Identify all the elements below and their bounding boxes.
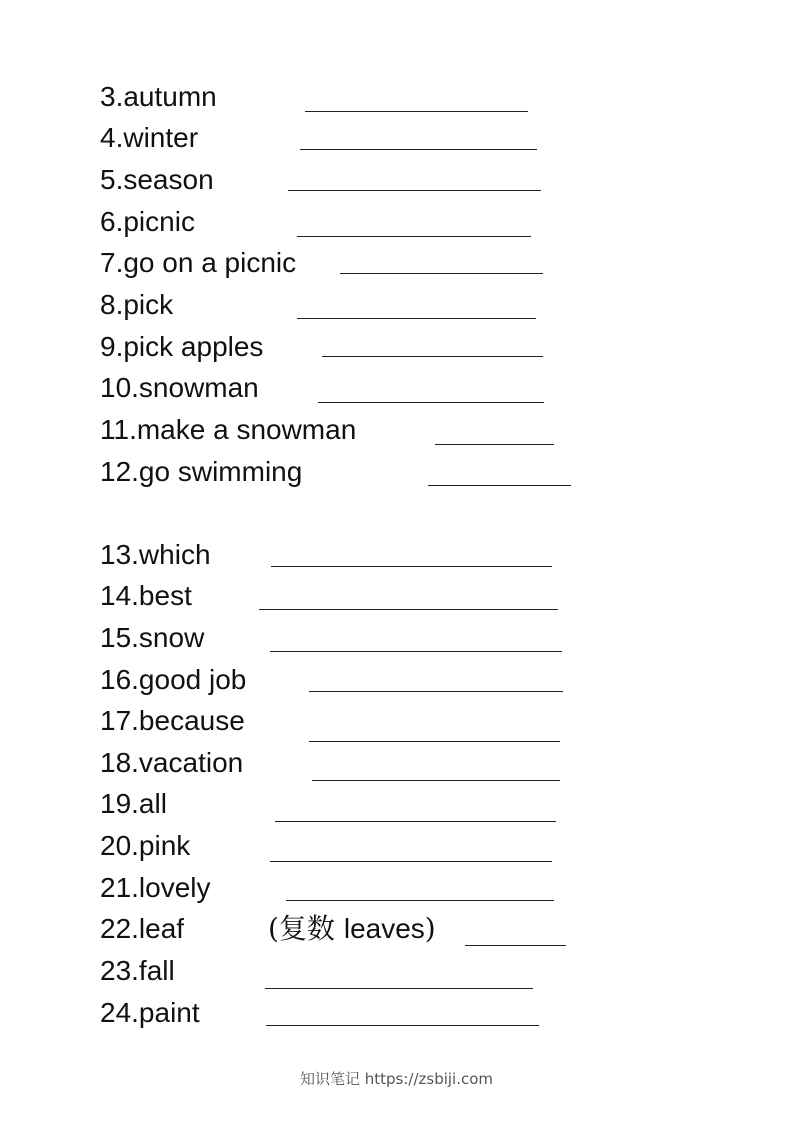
plural-word: leaves: [343, 913, 425, 944]
answer-blank[interactable]: [309, 691, 563, 692]
answer-blank[interactable]: [265, 988, 533, 989]
answer-blank[interactable]: [465, 945, 566, 946]
vocab-row: [0, 951, 793, 991]
vocab-row: [0, 701, 793, 741]
word-label: 5.season: [100, 164, 214, 195]
word-label: 15.snow: [100, 622, 205, 653]
vocab-row: [0, 576, 793, 616]
answer-blank[interactable]: [286, 900, 554, 901]
answer-blank[interactable]: [297, 236, 531, 237]
note-open: (复数: [268, 912, 335, 945]
vocab-row: [0, 868, 793, 908]
vocab-row: [0, 826, 793, 866]
answer-blank[interactable]: [309, 741, 560, 742]
answer-blank[interactable]: [340, 273, 543, 274]
word-label: 12.go swimming: [100, 456, 303, 487]
vocab-row: [0, 327, 793, 367]
answer-blank[interactable]: [275, 821, 556, 822]
vocab-row: [0, 909, 793, 949]
word-label: 16.good job: [100, 664, 247, 695]
answer-blank[interactable]: [300, 149, 537, 150]
answer-blank[interactable]: [305, 111, 528, 112]
word-label: 8.pick: [100, 289, 174, 320]
vocab-row: [0, 160, 793, 200]
answer-blank[interactable]: [266, 1025, 539, 1026]
answer-blank[interactable]: [270, 651, 562, 652]
word-label: 4.winter: [100, 122, 199, 153]
answer-blank[interactable]: [288, 190, 541, 191]
word-label: 11.make a snowman: [100, 414, 357, 445]
word-label: 14.best: [100, 580, 192, 611]
vocab-row: [0, 743, 793, 783]
vocab-row: [0, 243, 793, 283]
vocab-row: [0, 993, 793, 1033]
vocab-row: [0, 368, 793, 408]
word-label: 24.paint: [100, 997, 200, 1028]
word-label: 23.fall: [100, 955, 175, 986]
word-label: 20.pink: [100, 830, 191, 861]
vocab-row: [0, 452, 793, 492]
word-label: 21.lovely: [100, 872, 211, 903]
vocab-row: [0, 618, 793, 658]
vocab-row: [0, 118, 793, 158]
word-label: 9.pick apples: [100, 331, 264, 362]
answer-blank[interactable]: [435, 444, 554, 445]
vocab-row: [0, 77, 793, 117]
answer-blank[interactable]: [297, 318, 536, 319]
vocab-row: [0, 535, 793, 575]
word-label: 6.picnic: [100, 206, 195, 237]
answer-blank[interactable]: [318, 402, 544, 403]
answer-blank[interactable]: [312, 780, 560, 781]
answer-blank[interactable]: [259, 609, 558, 610]
answer-blank[interactable]: [428, 485, 571, 486]
word-label: 17.because: [100, 705, 245, 736]
vocab-row: [0, 202, 793, 242]
word-label: 10.snowman: [100, 372, 259, 403]
footer-watermark: 知识笔记 https://zsbiji.com: [299, 1070, 494, 1088]
word-label: 19.all: [100, 788, 167, 819]
vocab-row: [0, 660, 793, 700]
note-close: ): [424, 912, 436, 945]
word-label: 18.vacation: [100, 747, 244, 778]
word-label: 3.autumn: [100, 81, 217, 112]
word-label: 22.leaf: [100, 913, 185, 944]
vocab-row: [0, 784, 793, 824]
plural-note: [268, 909, 436, 949]
word-label: 7.go on a picnic: [100, 247, 297, 278]
answer-blank[interactable]: [270, 861, 552, 862]
word-label: 13.which: [100, 539, 211, 570]
answer-blank[interactable]: [322, 356, 543, 357]
answer-blank[interactable]: [271, 566, 552, 567]
vocab-row: [0, 410, 793, 450]
vocab-row: [0, 285, 793, 325]
